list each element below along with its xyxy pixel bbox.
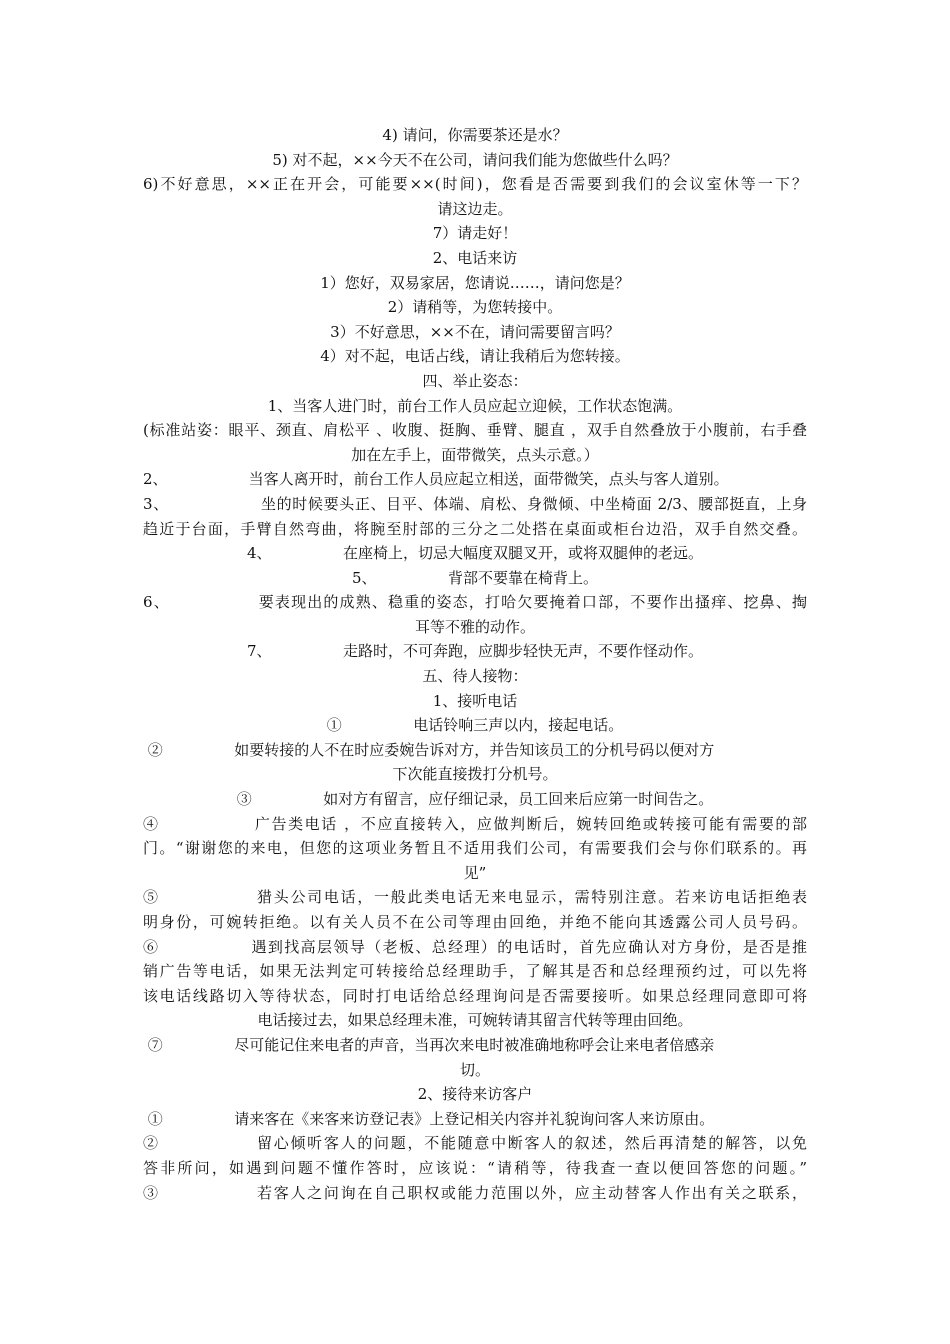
text-line: ⑤ 猎头公司电话，一般此类电话无来电显示，需特别注意。若来访电话拒绝表 bbox=[143, 888, 807, 907]
text-line: 答非所问，如遇到问题不懂作答时，应该说：“请稍等，待我查一查以便回答您的问题。” bbox=[143, 1158, 807, 1177]
text-line: ⑦ 尽可能记住来电者的声音，当再次来电时被准确地称呼会让来电者倍感亲 bbox=[143, 1035, 715, 1054]
text-line: ② 留心倾听客人的问题，不能随意中断客人的叙述，然后再清楚的解答，以免 bbox=[143, 1134, 807, 1153]
text-line: 4、 在座椅上，切忌大幅度双腿叉开，或将双腿伸的老远。 bbox=[246, 544, 704, 563]
text-line: ④ 广告类电话 ，不应直接转入，应做判断后，婉转回绝或转接可能有需要的部 bbox=[143, 814, 807, 833]
text-line: ③ 如对方有留言，应仔细记录，员工回来后应第一时间告之。 bbox=[236, 790, 714, 809]
text-line: 6)不好意思，××正在开会，可能要××(时间)，您看是否需要到我们的会议室休等一下？ bbox=[143, 175, 807, 194]
text-line: (标准站姿：眼平、颈直、肩松平 、收腹、挺胸、垂臂、腿直 ，双手自然叠放于小腹前，右手叠 bbox=[143, 421, 807, 440]
text-line: 切。 bbox=[459, 1060, 490, 1079]
text-line: 该电话线路切入等待状态，同时打电话给总经理询问是否需要接听。如果总经理同意即可将 bbox=[143, 986, 807, 1005]
text-line: 请这边走。 bbox=[437, 199, 513, 218]
text-line: 7、 走路时，不可奔跑，应脚步轻快无声，不要作怪动作。 bbox=[246, 642, 704, 661]
text-line: 3）不好意思，××不在，请问需要留言吗？ bbox=[330, 322, 620, 341]
text-line: 下次能直接拨打分机号。 bbox=[392, 765, 558, 784]
text-line: 销广告等电话，如果无法判定可转接给总经理助手，了解其是否和总经理预约过，可以先将 bbox=[143, 962, 807, 981]
text-line: 5、 背部不要靠在椅背上。 bbox=[351, 568, 599, 587]
text-line: 五、待人接物： bbox=[422, 667, 528, 686]
text-line: 5) 对不起，××今天不在公司，请问我们能为您做些什么吗？ bbox=[272, 150, 678, 169]
text-line: 四、举止姿态： bbox=[422, 371, 528, 390]
text-line: 2、 当客人离开时，前台工作人员应起立相送，面带微笑，点头与客人道别。 bbox=[143, 470, 729, 489]
text-line: 3、 坐的时候要头正、目平、体端、肩松、身微倾、中坐椅面 2/3、腰部挺直，上身 bbox=[143, 494, 807, 513]
text-line: 2）请稍等，为您转接中。 bbox=[387, 298, 563, 317]
text-line: 明身份，可婉转拒绝。以有关人员不在公司等理由回绝，并绝不能向其透露公司人员号码。 bbox=[143, 913, 807, 931]
text-line: 1）您好，双易家居，您请说……，请问您是？ bbox=[320, 273, 630, 292]
text-line: 趋近于台面，手臂自然弯曲，将腕至肘部的三分之二处搭在桌面或柜台边沿，双手自然交叠。 bbox=[143, 519, 807, 538]
text-line: 耳等不雅的动作。 bbox=[414, 617, 535, 636]
text-line: 1、接听电话 bbox=[432, 691, 518, 710]
text-line: 6、 要表现出的成熟、稳重的姿态，打哈欠要掩着口部，不要作出搔痒、挖鼻、掏 bbox=[143, 593, 807, 612]
text-line: 2、接待来访客户 bbox=[417, 1085, 533, 1104]
document-body bbox=[143, 123, 807, 1205]
text-line: ② 如要转接的人不在时应委婉告诉对方，并告知该员工的分机号码以便对方 bbox=[143, 740, 715, 759]
text-line: 见” bbox=[463, 863, 487, 882]
text-line: 7）请走好！ bbox=[432, 224, 518, 243]
text-line: ⑥ 遇到找高层领导（老板、总经理）的电话时，首先应确认对方身份，是否是推 bbox=[143, 937, 807, 956]
text-line: 4）对不起，电话占线，请让我稍后为您转接。 bbox=[320, 347, 630, 366]
text-line: ① 电话铃响三声以内，接起电话。 bbox=[326, 716, 624, 735]
text-line: ① 请来客在《来客来访登记表》上登记相关内容并礼貌询问客人来访原由。 bbox=[143, 1109, 715, 1128]
text-line: 1、当客人进门时，前台工作人员应起立迎候，工作状态饱满。 bbox=[267, 396, 683, 415]
text-line: 门。“谢谢您的来电，但您的这项业务暂且不适用我们公司，有需要我们会与你们联系的。再 bbox=[143, 839, 807, 858]
text-line: 电话接过去，如果总经理未准，可婉转请其留言代转等理由回绝。 bbox=[257, 1011, 693, 1030]
text-line: 加在左手上，面带微笑，点头示意。） bbox=[351, 445, 599, 464]
text-line: ③ 若客人之问询在自己职权或能力范围以外，应主动替客人作出有关之联系， bbox=[143, 1183, 807, 1202]
text-line: 2、电话来访 bbox=[432, 248, 518, 267]
text-line: 4) 请问，你需要茶还是水？ bbox=[382, 126, 568, 144]
